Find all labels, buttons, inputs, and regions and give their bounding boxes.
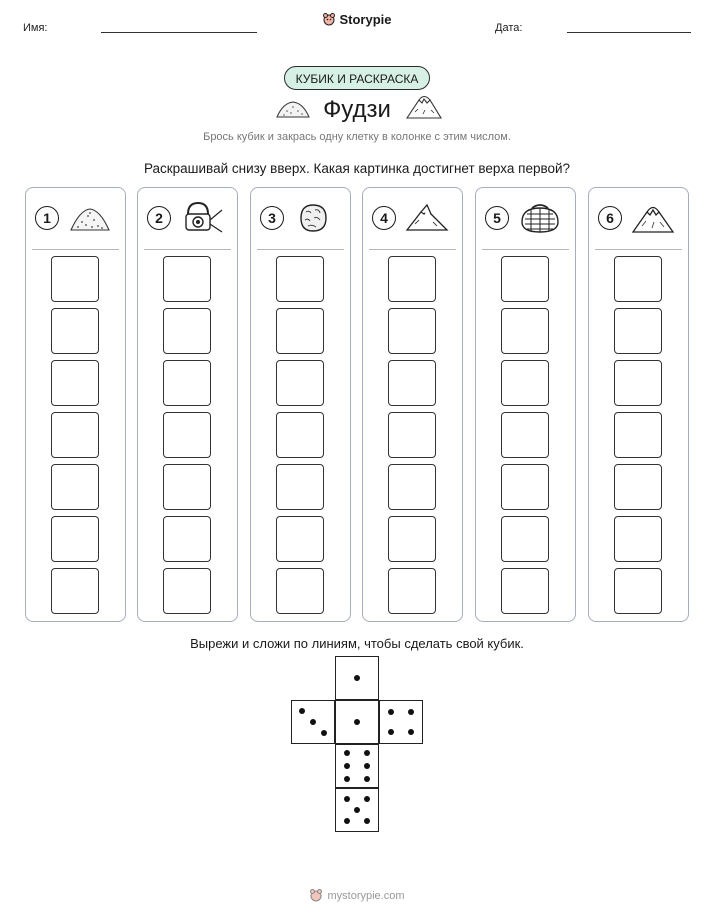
color-cell[interactable] xyxy=(501,256,549,302)
column-4 xyxy=(362,187,463,622)
color-cell[interactable] xyxy=(51,256,99,302)
color-cell[interactable] xyxy=(501,360,549,406)
page-title: Фудзи xyxy=(323,96,391,123)
color-cell[interactable] xyxy=(614,308,662,354)
instruction: Раскрашивай снизу вверх. Какая картинка достигнет верха первой? xyxy=(143,161,571,176)
die-pip xyxy=(364,796,370,802)
column-1 xyxy=(25,187,126,622)
color-cell[interactable] xyxy=(388,568,436,614)
die-face-below-center xyxy=(335,744,379,788)
mountain-icon xyxy=(405,200,449,236)
color-cell[interactable] xyxy=(388,360,436,406)
date-label: Дата: xyxy=(495,22,523,34)
color-cell[interactable] xyxy=(614,412,662,458)
die-pip xyxy=(354,675,360,681)
die-pip xyxy=(354,807,360,813)
die-pip xyxy=(354,719,360,725)
color-cell[interactable] xyxy=(51,568,99,614)
die-face-bottom xyxy=(335,788,379,832)
die-pip xyxy=(299,708,305,714)
color-cell[interactable] xyxy=(163,412,211,458)
color-cell[interactable] xyxy=(163,516,211,562)
column-number: 5 xyxy=(485,206,509,230)
die-pip xyxy=(388,729,394,735)
color-cell[interactable] xyxy=(276,256,324,302)
color-cell[interactable] xyxy=(163,568,211,614)
column-number: 3 xyxy=(260,206,284,230)
die-pip xyxy=(344,796,350,802)
color-cell[interactable] xyxy=(614,516,662,562)
color-cell[interactable] xyxy=(388,256,436,302)
die-pip xyxy=(310,719,316,725)
die-pip xyxy=(408,709,414,715)
color-cell[interactable] xyxy=(501,516,549,562)
column-divider xyxy=(144,249,231,250)
color-cell[interactable] xyxy=(501,412,549,458)
column-divider xyxy=(257,249,344,250)
volcano-icon xyxy=(631,200,675,236)
camera-icon xyxy=(180,200,224,236)
name-label: Имя: xyxy=(23,22,48,34)
color-cell[interactable] xyxy=(614,256,662,302)
column-divider xyxy=(595,249,682,250)
brand-name: Storypie xyxy=(339,12,392,27)
die-pip xyxy=(388,709,394,715)
color-cell[interactable] xyxy=(388,516,436,562)
column-5 xyxy=(475,187,576,622)
color-cell[interactable] xyxy=(276,464,324,510)
mascot-icon xyxy=(309,888,323,902)
color-cell[interactable] xyxy=(276,412,324,458)
die-pip xyxy=(344,818,350,824)
die-face-right xyxy=(379,700,423,744)
footer-url[interactable]: mystorypie.com xyxy=(327,890,405,902)
column-3 xyxy=(250,187,351,622)
column-divider xyxy=(32,249,119,250)
die-face-top xyxy=(335,656,379,700)
column-6 xyxy=(588,187,689,622)
die-pip xyxy=(364,776,370,782)
footer xyxy=(0,888,714,902)
die-pip xyxy=(344,776,350,782)
cut-instruction: Вырежи и сложи по линиям, чтобы сделать свой кубик. xyxy=(190,636,524,651)
column-number: 2 xyxy=(147,206,171,230)
brand-logo xyxy=(0,12,714,27)
color-cell[interactable] xyxy=(388,412,436,458)
column-divider xyxy=(369,249,456,250)
color-cell[interactable] xyxy=(51,412,99,458)
column-divider xyxy=(482,249,569,250)
color-cell[interactable] xyxy=(51,464,99,510)
color-cell[interactable] xyxy=(501,308,549,354)
die-pip xyxy=(344,750,350,756)
color-cell[interactable] xyxy=(51,360,99,406)
die-pip xyxy=(364,750,370,756)
color-cell[interactable] xyxy=(276,360,324,406)
activity-badge: КУБИК И РАСКРАСКА xyxy=(284,66,430,90)
sandal-icon xyxy=(518,200,562,236)
date-line[interactable] xyxy=(567,32,691,33)
sand-pile-icon xyxy=(68,200,112,236)
color-cell[interactable] xyxy=(388,464,436,510)
die-face-left xyxy=(291,700,335,744)
color-cell[interactable] xyxy=(51,516,99,562)
column-number: 6 xyxy=(598,206,622,230)
color-cell[interactable] xyxy=(388,308,436,354)
column-number: 4 xyxy=(372,206,396,230)
die-pip xyxy=(364,763,370,769)
die-pip xyxy=(408,729,414,735)
color-cell[interactable] xyxy=(276,308,324,354)
column-2 xyxy=(137,187,238,622)
color-cell[interactable] xyxy=(614,360,662,406)
rice-ball-icon xyxy=(293,200,337,236)
color-cell[interactable] xyxy=(276,516,324,562)
color-cell[interactable] xyxy=(163,308,211,354)
color-cell[interactable] xyxy=(614,568,662,614)
die-pip xyxy=(364,818,370,824)
color-cell[interactable] xyxy=(163,464,211,510)
name-line[interactable] xyxy=(101,32,257,33)
color-cell[interactable] xyxy=(276,568,324,614)
die-pip xyxy=(321,730,327,736)
color-cell[interactable] xyxy=(163,360,211,406)
color-cell[interactable] xyxy=(51,308,99,354)
color-cell[interactable] xyxy=(501,464,549,510)
mascot-icon xyxy=(322,12,336,26)
subtitle: Брось кубик и закрась одну клетку в колонке с этим числом. xyxy=(203,131,511,143)
die-pip xyxy=(344,763,350,769)
die-face-center xyxy=(335,700,379,744)
column-number: 1 xyxy=(35,206,59,230)
color-cell[interactable] xyxy=(163,256,211,302)
volcano-icon xyxy=(405,92,443,120)
color-cell[interactable] xyxy=(501,568,549,614)
color-cell[interactable] xyxy=(614,464,662,510)
